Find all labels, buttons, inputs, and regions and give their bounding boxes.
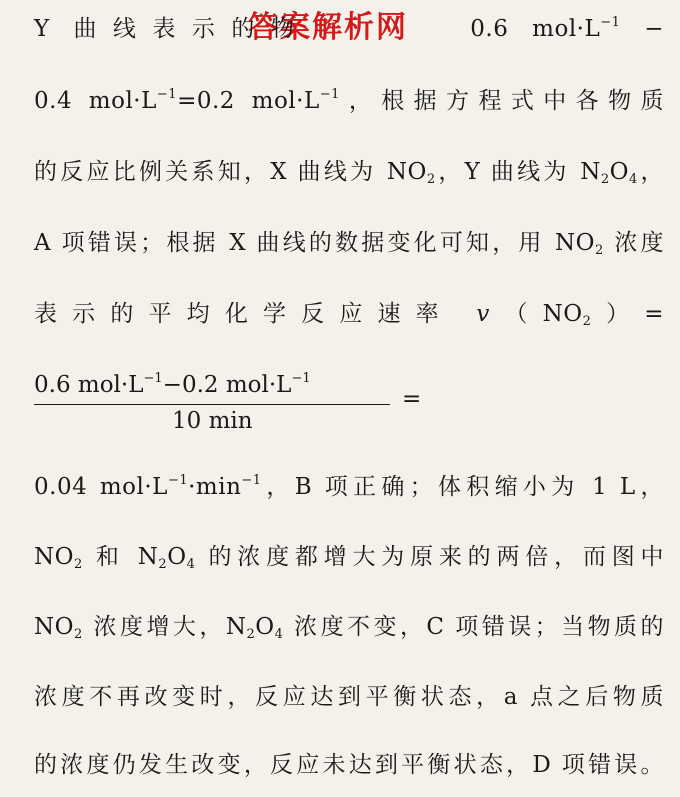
text-span: O xyxy=(255,614,275,640)
subscript: 2 xyxy=(73,627,83,642)
subscript: 2 xyxy=(595,243,604,258)
subscript: 2 xyxy=(73,557,83,572)
text-span: 的浓度都增大为原来的两倍，而图中 xyxy=(195,544,664,570)
text-line-6 xyxy=(34,472,664,502)
text-line-8 xyxy=(34,612,664,642)
text-span: NO xyxy=(34,614,74,640)
text-span: Y 曲线表示的物 xyxy=(34,16,311,42)
text-span: ， xyxy=(637,159,665,185)
equals-sign: = xyxy=(402,386,422,412)
text-span: 浓度 xyxy=(603,230,665,256)
text-span: 0.6 mol·L xyxy=(470,16,601,42)
text-span: 浓度增大，N xyxy=(82,614,247,640)
text-span: 和 N xyxy=(82,544,159,570)
subscript: 2 xyxy=(158,557,168,572)
text-line-9: 浓度不再改变时，反应达到平衡状态，a 点之后物质 xyxy=(34,684,664,710)
text-span: ，根据方程式中各物质 xyxy=(339,88,664,114)
superscript: −1 xyxy=(167,473,189,488)
velocity-symbol: v xyxy=(476,301,490,327)
text-line-2 xyxy=(34,86,664,116)
text-span: =0.2 mol·L xyxy=(177,88,320,114)
text-span: −0.2 mol·L xyxy=(162,372,292,398)
superscript: −1 xyxy=(241,473,262,488)
subscript: 2 xyxy=(600,172,610,187)
text-line-7 xyxy=(34,542,664,572)
text-span: NO xyxy=(34,544,74,570)
text-span: 0.04 mol·L xyxy=(34,474,168,500)
text-span: 0.4 mol·L xyxy=(34,88,157,114)
text-span: − xyxy=(620,16,664,42)
text-line-3 xyxy=(34,157,664,187)
subscript: 2 xyxy=(426,172,436,187)
text-span: O xyxy=(609,159,629,185)
text-line-4 xyxy=(34,228,664,258)
text-span: ）= xyxy=(591,301,665,327)
text-span: 的反应比例关系知，X 曲线为 NO xyxy=(34,159,427,185)
text-line-1 xyxy=(34,14,664,44)
superscript: −1 xyxy=(156,87,178,102)
text-span: ·min xyxy=(188,474,242,500)
text-span: ，Y 曲线为 N xyxy=(435,159,601,185)
subscript: 4 xyxy=(628,172,638,187)
text-line-10: 的浓度仍发生改变，反应未达到平衡状态，D 项错误。 xyxy=(34,752,664,778)
text-span: 浓度不变，C 项错误；当物质的 xyxy=(283,614,664,640)
text-span: ，B 项正确；体积缩小为 1 L， xyxy=(261,474,664,500)
fraction-denominator: 10 min xyxy=(172,408,253,434)
superscript: −1 xyxy=(600,15,621,30)
superscript: −1 xyxy=(319,87,340,102)
fraction-bar xyxy=(34,404,390,405)
subscript: 4 xyxy=(186,557,196,572)
text-span: （NO xyxy=(489,301,583,327)
text-span: 0.6 mol·L xyxy=(34,372,144,398)
watermark-logo: 答案解析网 xyxy=(248,10,408,45)
fraction-numerator xyxy=(34,372,311,398)
text-line-5 xyxy=(34,299,664,329)
subscript: 4 xyxy=(274,627,284,642)
superscript: −1 xyxy=(291,371,311,386)
text-span: A 项错误；根据 X 曲线的数据变化可知，用 NO xyxy=(34,230,596,256)
text-span: O xyxy=(167,544,187,570)
subscript: 2 xyxy=(246,627,256,642)
text-span: 表示的平均化学反应速率 xyxy=(34,301,454,327)
subscript: 2 xyxy=(582,314,592,329)
superscript: −1 xyxy=(143,371,163,386)
